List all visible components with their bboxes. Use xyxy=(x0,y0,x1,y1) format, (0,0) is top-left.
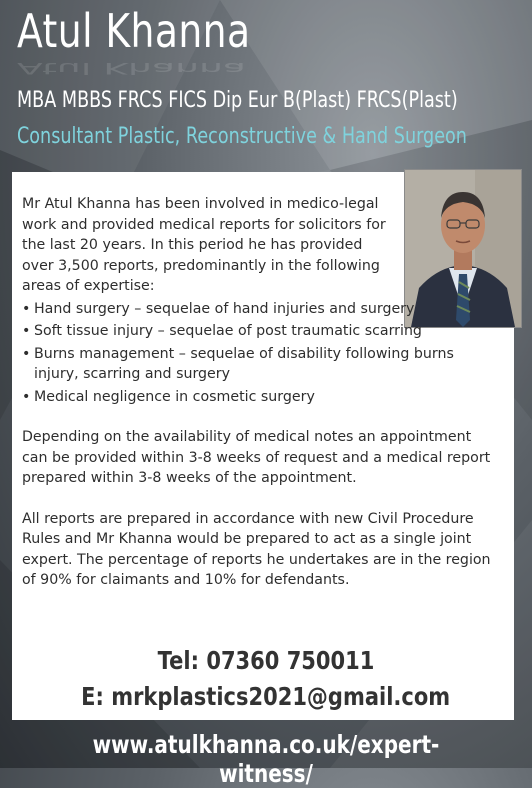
email-address[interactable]: E: mrkplastics2021@gmail.com xyxy=(81,682,451,711)
list-item: • Soft tissue injury – sequelae of post traumatic scarring xyxy=(22,321,500,342)
title-reflection: Atul Khanna xyxy=(17,59,246,78)
list-item: • Burns management – sequelae of disability following burns injury, scarring and surgery xyxy=(22,345,454,382)
bullet-icon: • xyxy=(22,345,31,362)
reports-paragraph: All reports are prepared in accordance with new Civil Procedure Rules and Mr Khanna would be prepared to act as a single joint expert. The percentage of reports he undertakes are in the region of 90% for claimants and 10% for defendants. xyxy=(22,510,491,588)
bullet-icon: • xyxy=(22,388,31,405)
expertise-list xyxy=(22,299,500,408)
website-link[interactable]: www.atulkhanna.co.uk/expert-witness/ xyxy=(92,730,440,788)
bullet-icon: • xyxy=(22,323,31,339)
job-title: Consultant Plastic, Reconstructive & Hand Surgeon xyxy=(17,124,467,149)
appointments-paragraph: Depending on the availability of medical notes an appointment can be provided within 3-8 weeks of request and a medical report prepared within 3-8 weeks of the appointment. xyxy=(22,429,491,486)
bullet-icon: • xyxy=(22,300,31,317)
phone-number: Tel: 07360 750011 xyxy=(157,646,375,675)
intro-paragraph: Mr Atul Khanna has been involved in medico-legal work and provided medical reports for solicitors for the last 20 years. In this period he has provided over 3,500 reports, predominantly in the following areas of expertise: xyxy=(22,196,386,294)
qualifications: MBA MBBS FRCS FICS Dip Eur B(Plast) FRCS(Plast) xyxy=(17,88,458,113)
list-item: • Medical negligence in cosmetic surgery xyxy=(22,387,500,408)
body-text xyxy=(22,194,500,591)
page-title: Atul Khanna xyxy=(17,4,251,58)
list-item: • Hand surgery – sequelae of hand injuries and surgery xyxy=(22,299,500,320)
